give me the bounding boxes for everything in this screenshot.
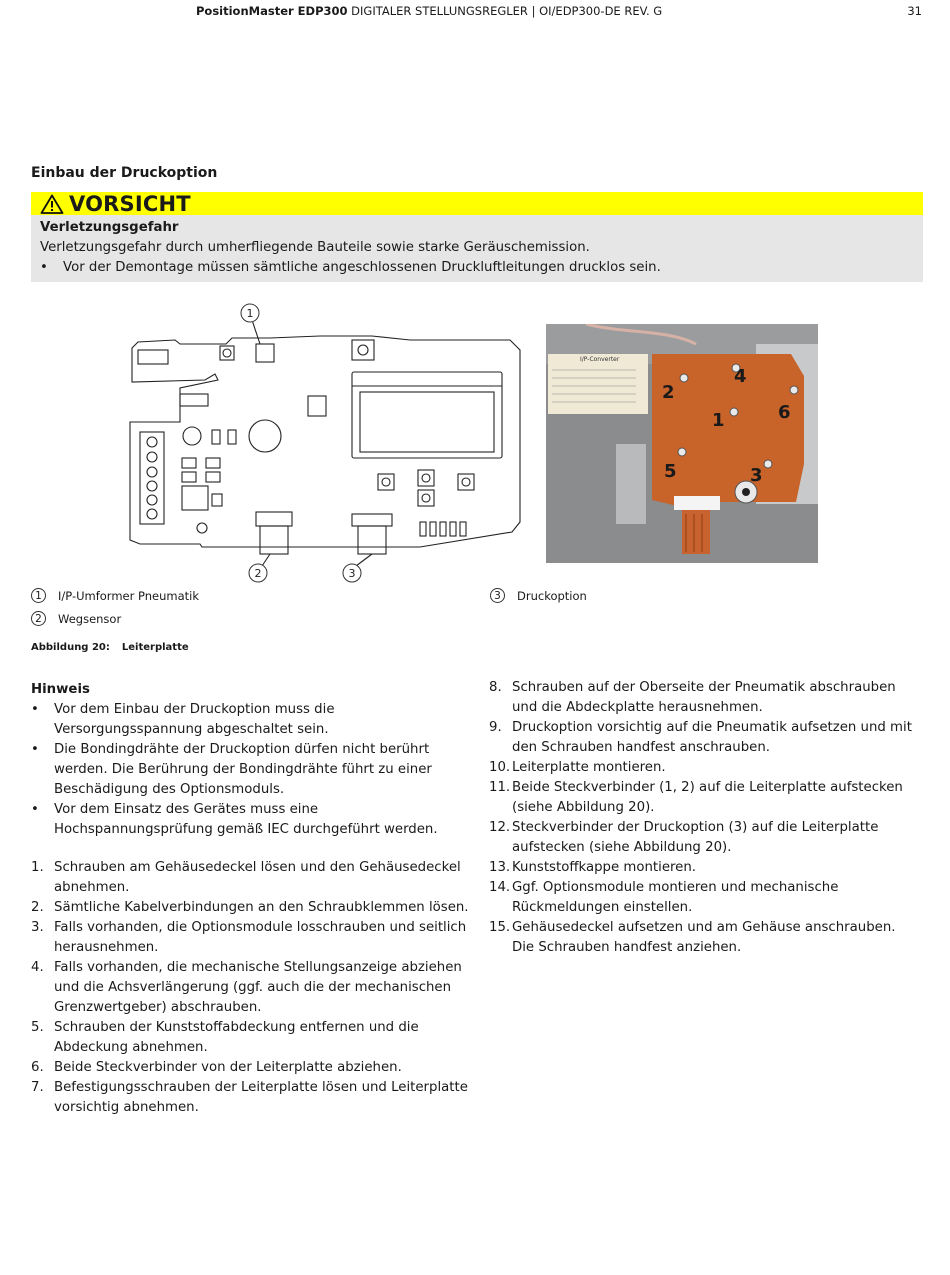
photo-label-4: 4 [734,366,747,387]
step-item: 9. Druckoption vorsichtig auf die Pneumatik aufsetzen und mit den Schrauben handfest anschrauben. [489,720,912,755]
photo-label-3: 3 [750,465,763,486]
photo-label-1: 1 [712,410,725,431]
legend-number: 1 [31,588,46,603]
header-subtitle: DIGITALER STELLUNGSREGLER | OI/EDP300-DE REV. G [351,4,663,18]
warning-subtitle: Verletzungsgefahr [40,220,179,235]
figure-caption [31,642,189,653]
right-column [489,678,919,958]
caption-text: Leiterplatte [121,642,189,653]
note-bullet: • Vor dem Einbau der Druckoption muss die Versorgungsspannung abgeschaltet sein. [31,702,335,737]
legend-text: Druckoption [517,588,587,603]
warning-text: Verletzungsgefahr durch umherfliegende Bauteile sowie starke Geräuschemission. [40,240,590,255]
legend-text: I/P-Umformer Pneumatik [58,588,199,603]
bullet-marker: • [40,260,48,275]
legend-item-2 [31,611,121,626]
step-item: 5. Schrauben der Kunststoffabdeckung entfernen und die Abdeckung abnehmen. [31,1020,419,1055]
warning-box [31,192,923,282]
step-item: 7. Befestigungsschrauben der Leiterplatte lösen und Leiterplatte vorsichtig abnehmen. [31,1080,468,1115]
section-title: Einbau der Druckoption [31,165,218,181]
step-item: 4. Falls vorhanden, die mechanische Stellungsanzeige abziehen und die Achsverlängerung (ggf. auch die der mechanischen Grenzwertgeber) abschrauben. [31,960,462,1015]
callout-3: 3 [348,567,356,580]
legend-item-3 [490,588,587,603]
legend-text: Wegsensor [58,611,122,626]
header-brand: PositionMaster EDP300 [196,4,348,18]
legend-number: 3 [490,588,505,603]
step-item: 2. Sämtliche Kabelverbindungen an den Schraubklemmen lösen. [31,900,469,915]
step-item: 3. Falls vorhanden, die Optionsmodule losschrauben und seitlich herausnehmen. [31,920,467,955]
page-number: 31 [907,4,922,18]
note-bullet: • Die Bondingdrähte der Druckoption dürfen nicht berührt werden. Die Berührung der Bondingdrähte führt zu einer Beschädigung des Optionsmoduls. [31,742,432,797]
warning-bullet [40,258,914,278]
warning-body [31,215,923,282]
circuit-board-drawing [120,300,530,590]
callout-1: 1 [246,307,254,320]
step-item: 6. Beide Steckverbinder von der Leiterplatte abziehen. [31,1060,402,1075]
page-header [196,4,922,22]
step-item: 15. Gehäusedeckel aufsetzen und am Gehäuse anschrauben. Die Schrauben handfest anziehen. [489,920,896,955]
note-heading: Hinweis [31,682,90,697]
step-item: 12. Steckverbinder der Druckoption (3) auf die Leiterplatte aufstecken (siehe Abbildung 20). [489,820,879,855]
left-column [31,680,471,1118]
photo-label-6: 6 [778,402,791,423]
step-item: 8. Schrauben auf der Oberseite der Pneumatik abschrauben und die Abdeckplatte herausnehmen. [489,680,896,715]
warning-header [31,192,923,215]
photo-label-2: 2 [662,382,675,403]
warning-triangle-icon [40,194,64,214]
step-item: 14. Ggf. Optionsmodule montieren und mechanische Rückmeldungen einstellen. [489,880,839,915]
step-item: 13. Kunststoffkappe montieren. [489,860,697,875]
note-bullet: • Vor dem Einsatz des Gerätes muss eine Hochspannungsprüfung gemäß IEC durchgeführt werden. [31,802,438,837]
pneumatic-photo [546,324,818,563]
legend-number: 2 [31,611,46,626]
step-item: 1. Schrauben am Gehäusedeckel lösen und den Gehäusedeckel abnehmen. [31,860,461,895]
step-item: 11. Beide Steckverbinder (1, 2) auf die Leiterplatte aufstecken (siehe Abbildung 20). [489,780,903,815]
photo-sticker: I/P-Converter [580,356,620,363]
callout-2: 2 [254,567,262,580]
step-item: 10. Leiterplatte montieren. [489,760,666,775]
warning-bullet-text: Vor der Demontage müssen sämtliche angeschlossenen Druckluftleitungen drucklos sein. [63,260,661,275]
photo-label-5: 5 [664,461,677,482]
warning-title: VORSICHT [69,191,191,216]
legend-item-1 [31,588,199,603]
caption-label: Abbildung 20: [31,642,110,653]
